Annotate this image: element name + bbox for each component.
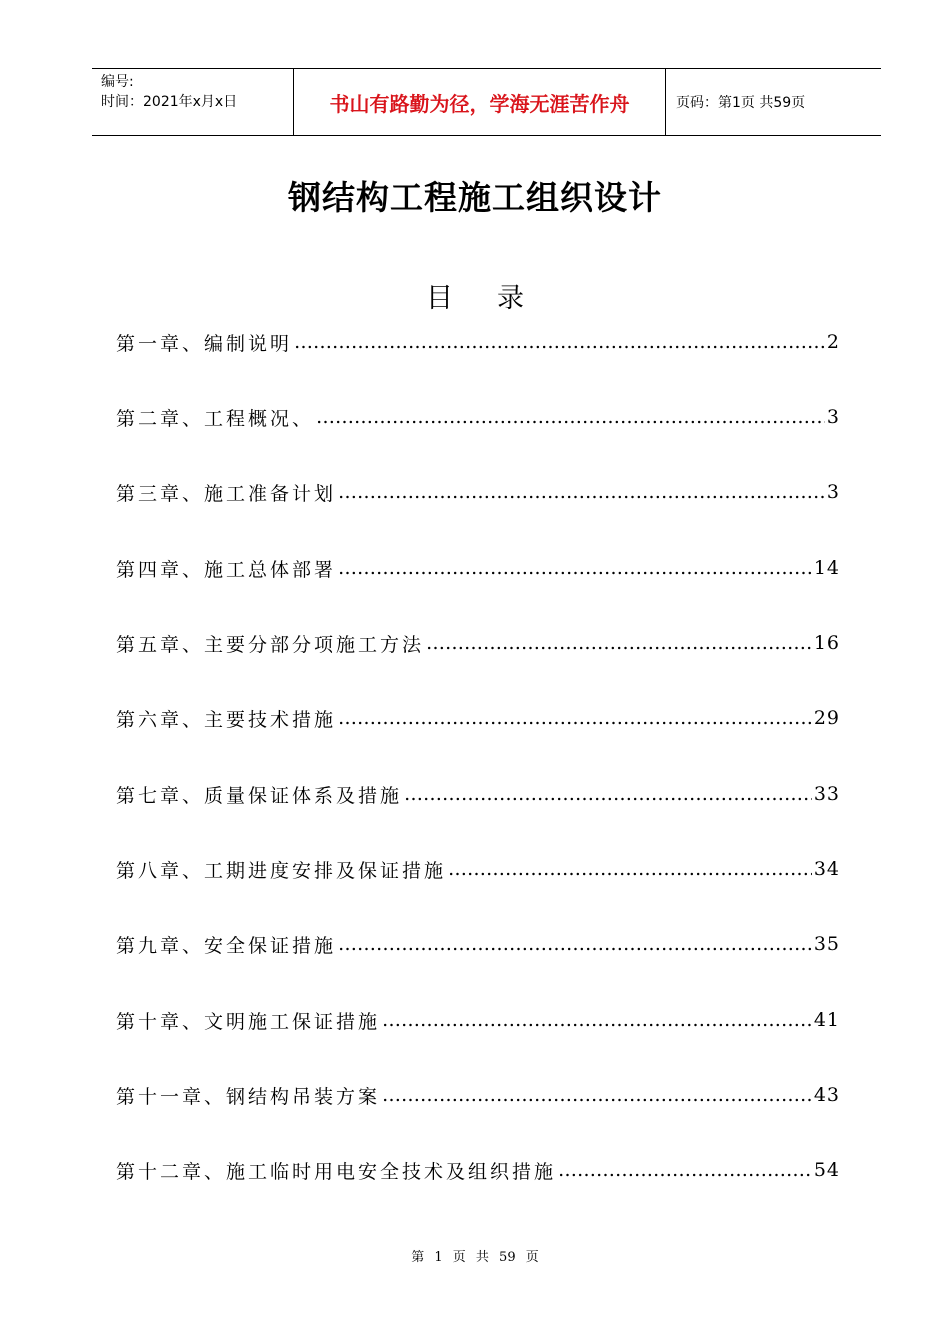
toc-entry-label: 第六章、主要技术措施 [116, 708, 337, 731]
toc-entry[interactable] [116, 927, 840, 961]
toc-entry-page: 34 [813, 858, 840, 880]
toc-entry[interactable] [116, 400, 840, 434]
toc-leader-dots [426, 632, 812, 654]
page-info-text: 页码：第1页 共59页 [676, 95, 806, 111]
toc-heading: 目录 [426, 283, 568, 314]
toc-leader-dots [404, 783, 812, 805]
toc-entry-label: 第一章、编制说明 [116, 332, 293, 355]
toc-entry[interactable] [116, 852, 840, 886]
toc-entry-label: 第二章、工程概况、 [116, 407, 315, 430]
toc-leader-dots [316, 406, 825, 428]
header-page-info [666, 69, 881, 135]
toc-leader-dots [338, 481, 825, 503]
toc-entry[interactable] [116, 475, 840, 509]
toc-entry-page: 3 [826, 406, 840, 428]
toc-entry-page: 35 [813, 933, 840, 955]
toc-entry[interactable] [116, 1078, 840, 1112]
toc-entry-page: 54 [813, 1159, 840, 1181]
toc-leader-dots [338, 707, 812, 729]
document-title: 钢结构工程施工组织设计 [288, 178, 662, 217]
toc-entry-page: 33 [813, 783, 840, 805]
toc-entry-label: 第九章、安全保证措施 [116, 934, 337, 957]
toc-entry-label: 第十一章、钢结构吊装方案 [116, 1085, 381, 1108]
toc-entry-page: 16 [813, 632, 840, 654]
page-footer: 第 1 页 共 59 页 [411, 1250, 539, 1265]
toc-entry-page: 43 [813, 1084, 840, 1106]
toc-entry[interactable] [116, 325, 840, 359]
serial-label: 编号: [101, 74, 134, 90]
toc-entry-label: 第十章、文明施工保证措施 [116, 1010, 381, 1033]
toc-entry-label: 第五章、主要分部分项施工方法 [116, 633, 425, 656]
toc-entry[interactable] [116, 701, 840, 735]
header-motto [293, 69, 666, 135]
toc-entry[interactable] [116, 626, 840, 660]
toc-entry-page: 2 [826, 331, 840, 353]
toc-entry-label: 第八章、工期进度安排及保证措施 [116, 859, 447, 882]
toc-leader-dots [558, 1159, 812, 1181]
toc-entry[interactable] [116, 777, 840, 811]
toc-entry-page: 29 [813, 707, 840, 729]
toc-entry-label: 第三章、施工准备计划 [116, 482, 337, 505]
time-label: 时间：2021年x月x日 [101, 94, 238, 110]
toc-entry-page: 41 [813, 1009, 840, 1031]
toc-leader-dots [448, 858, 812, 880]
toc-leader-dots [382, 1009, 812, 1031]
toc-leader-dots [294, 331, 825, 353]
toc-leader-dots [338, 933, 812, 955]
toc-entry-label: 第四章、施工总体部署 [116, 558, 337, 581]
toc-entry[interactable] [116, 1153, 840, 1187]
toc-leader-dots [338, 557, 812, 579]
toc-entry[interactable] [116, 1003, 840, 1037]
header-meta [92, 69, 293, 135]
toc-entry-label: 第十二章、施工临时用电安全技术及组织措施 [116, 1160, 557, 1183]
toc-leader-dots [382, 1084, 812, 1106]
page-header [92, 68, 881, 136]
toc-entry-label: 第七章、质量保证体系及措施 [116, 784, 403, 807]
toc-entry[interactable] [116, 551, 840, 585]
toc-entry-page: 3 [826, 481, 840, 503]
toc-entry-page: 14 [813, 557, 840, 579]
motto-text: 书山有路勤为径，学海无涯苦作舟 [329, 91, 630, 116]
